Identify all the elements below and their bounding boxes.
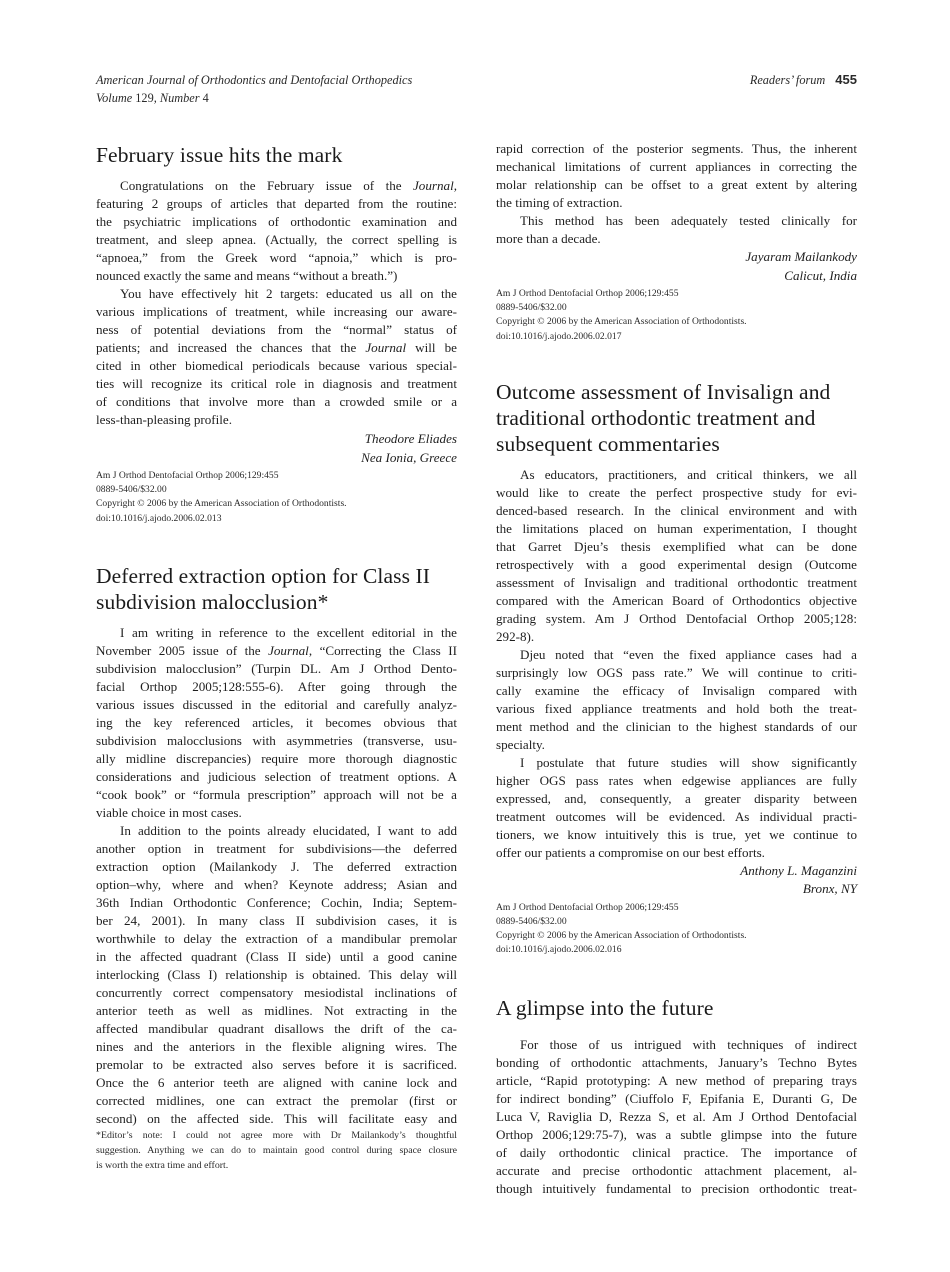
text-line: extraction option (Mailankody J. The deferred extraction (96, 858, 457, 874)
text-line: November 2005 issue of the Journal, “Correcting the Class II (96, 642, 457, 658)
text-line: “apnoea,” from the Greek word “apnoia,” which is pro- (96, 250, 457, 265)
text-line: cited in other biomedical periodicals because various special- (96, 358, 457, 373)
text-line: compared with the American Board of Orthodontics objective (496, 592, 857, 608)
text-line: bonding of orthodontic attachments, January’s Techno Bytes (496, 1054, 857, 1070)
citation-block (96, 469, 457, 526)
text-line: premolar to be extracted also serves before it is sacrificed. (96, 1056, 457, 1072)
citation-copyright: Copyright © 2006 by the American Association of Orthodontists. (96, 498, 347, 510)
text-line: option–why, where and when? Keynote address; Asian and (96, 876, 457, 892)
text-line: second) on the affected side. This will facilitate easy and (96, 1110, 457, 1126)
citation-block (496, 287, 857, 344)
text-line: You have effectively hit 2 targets: educated us all on the (120, 286, 457, 301)
text-line: the timing of extraction. (496, 195, 623, 210)
letter-title: Outcome assessment of Invisalign and traditional orthodontic treatment and subsequent commentaries (496, 379, 831, 456)
text-line: I postulate that future studies will show significantly (520, 754, 857, 770)
text-line: would like to create the perfect prospective study for evi- (496, 484, 857, 500)
text-line: In addition to the points already elucidated, I want to add (120, 822, 457, 838)
letter-invisalign-outcome (496, 379, 857, 958)
text-line: treatment, and sleep apnea. (Actually, the correct spelling is (96, 232, 457, 247)
citation-doi[interactable]: doi:10.1016/j.ajodo.2006.02.016 (496, 944, 622, 956)
text-line: cally examine the efficacy of Invisalign compared with (496, 682, 857, 698)
author-name: Theodore Eliades (364, 431, 457, 446)
letter-body-paragraph (96, 822, 457, 1128)
text-line: Luca V, Raviglia D, Rezza S, et al. Am J Orthod Dentofacial (496, 1108, 857, 1124)
citation-doi[interactable]: doi:10.1016/j.ajodo.2006.02.017 (496, 330, 622, 342)
text-line: of conditions that involve more than a crowded smile or a (96, 394, 457, 409)
text-line: offer our patients a compromise on our best efforts. (496, 844, 765, 860)
text-line: This method has been adequately tested clinically for (520, 213, 857, 228)
letter-body-paragraph (96, 177, 457, 285)
letter-body-paragraph (496, 212, 857, 248)
text-line: less-than-pleasing profile. (96, 412, 232, 427)
text-line: subdivision malocclusions with asymmetries (transverse, usu- (96, 732, 457, 748)
text-line: that Garret Djeu’s thesis exemplified what can be done (496, 538, 857, 554)
author-name: Anthony L. Maganzini (740, 862, 857, 878)
text-line: for indirect bonding” (Ciuffolo F, Epifania E, Duranti G, De (496, 1090, 857, 1106)
text-line: specialty. (496, 736, 545, 752)
letter-glimpse-future (496, 995, 857, 1198)
text-line: denced-based research. In the clinical environment and with (496, 502, 857, 518)
author-signature (496, 248, 857, 285)
letter-title: February issue hits the mark (96, 143, 343, 167)
letter-body-paragraph (496, 646, 857, 754)
text-line: another option in treatment for subdivisions—the deferred (96, 840, 457, 856)
text-line: article, “Rapid prototyping: A new method of preparing trays (496, 1072, 857, 1088)
journal-info (96, 71, 412, 107)
citation-ref: Am J Orthod Dentofacial Orthop 2006;129:455 (96, 470, 279, 481)
text-line: *Editor’s note: I could not agree more with Dr Mailankody’s thoughtful (96, 1130, 457, 1141)
volume-number: Volume 129, Number 4 (96, 91, 209, 105)
letter-body-paragraph (496, 754, 857, 862)
text-line: surprisingly low OGS pass rate.” We will continue to criti- (496, 664, 857, 680)
text-line: As educators, practitioners, and critical thinkers, we all (520, 466, 857, 482)
text-line: nines and the anteriors in the flexible aligning wires. The (96, 1038, 457, 1054)
left-column (96, 140, 457, 1128)
letter-body-paragraph (496, 466, 857, 646)
right-column (496, 140, 857, 1198)
author-location: Calicut, India (784, 267, 857, 283)
text-line: subdivision malocclusion” (Turpin DL. Am J Orthod Dento- (96, 660, 457, 676)
citation-copyright: Copyright © 2006 by the American Association of Orthodontists. (496, 316, 747, 328)
text-line: treatment outcomes will be evidenced. As individual practi- (496, 808, 857, 824)
text-line: featuring 2 groups of articles that departed from the routine: (96, 196, 457, 211)
letter-body-paragraph (96, 285, 457, 429)
letter-title: Deferred extraction option for Class II subdivision malocclusion* (96, 563, 431, 614)
text-line: For those of us intrigued with techniques of indirect (520, 1036, 857, 1052)
text-line: affected mandibular quadrant disallows the drift of the ca- (96, 1020, 457, 1036)
author-signature (496, 862, 857, 899)
letter-february-issue (96, 142, 457, 526)
text-line: ally midline discrepancies) require more thorough diagnostic (96, 750, 457, 766)
page-number: 455 (835, 72, 857, 87)
author-name: Jayaram Mailankody (745, 249, 857, 264)
text-line: expressed, and, consequently, a greater disparity between (496, 790, 857, 806)
citation-issn: 0889-5406/$32.00 (96, 484, 167, 496)
text-line: interlocking (Class I) relationship is obtained. This delay will (96, 966, 457, 982)
author-location: Bronx, NY (802, 881, 857, 897)
editor-footnote (96, 1128, 457, 1173)
text-line: various implications of treatment, while increasing our aware- (96, 304, 457, 319)
letter-title: A glimpse into the future (496, 995, 714, 1020)
text-line: tioners, we know intuitively this is true, yet we continue to (496, 826, 857, 842)
text-line: facial Orthop 2005;128:555-6). After going through the (96, 678, 457, 694)
text-line: Once the 6 anterior teeth are aligned with canine lock and (96, 1074, 457, 1090)
letter-body-paragraph (96, 624, 457, 822)
text-line: “cook book” or “formula prescription” approach will not be a (96, 786, 457, 802)
text-line: ment method and the clinician to the highest standards of our (496, 718, 857, 734)
text-line: anterior teeth as well as midlines. Not extracting in the (96, 1002, 457, 1018)
text-line: though intuitively fundamental to precision orthodontic treat- (496, 1180, 857, 1196)
text-line: considerations and judicious selection of treatment options. A (96, 768, 457, 784)
letter-deferred-extraction-continued (496, 140, 857, 344)
text-line: various fixed appliance treatments and hold both the treat- (496, 700, 857, 716)
text-line: ing the key referenced articles, it becomes obvious that (96, 714, 457, 730)
text-line: Djeu noted that “even the fixed appliance cases had a (520, 646, 857, 662)
text-line: corrected midlines, one can extract the premolar (first or (96, 1092, 457, 1108)
text-line: worthwhile to delay the extraction of a mandibular premolar (96, 930, 457, 946)
text-line: Orthop 2006;129:75-7), was a subtle glimpse into the future (496, 1126, 857, 1142)
text-line: ties will recognize its critical role in diagnosis and treatment (96, 376, 457, 391)
letter-body-paragraph (496, 1036, 857, 1198)
text-line: mechanical limitations of current appliances in correcting the (496, 159, 857, 174)
text-line: retrospectively with a good experimental design (Outcome (496, 556, 857, 572)
journal-title: American Journal of Orthodontics and Dentofacial Orthopedics (96, 73, 413, 87)
text-line: higher OGS pass rates when edgewise appliances are fully (496, 772, 857, 788)
citation-issn: 0889-5406/$32.00 (496, 302, 567, 314)
text-line: Congratulations on the February issue of the Journal, (120, 178, 457, 193)
text-line: ber 24, 2001). In many class II subdivision cases, it is (96, 912, 457, 928)
text-line: viable choice in most cases. (96, 804, 242, 820)
author-signature (96, 430, 457, 467)
text-line: is worth the extra time and effort. (96, 1160, 229, 1171)
author-location: Nea Ionia, Greece (361, 449, 457, 465)
citation-block (496, 901, 857, 958)
section-label (750, 71, 857, 89)
text-line: assessment of Invisalign and traditional orthodontic treatment (496, 574, 857, 590)
letter-deferred-extraction (96, 563, 457, 1128)
citation-copyright: Copyright © 2006 by the American Association of Orthodontists. (496, 930, 747, 942)
text-line: nounced exactly the same and means “without a breath.”) (96, 268, 398, 283)
text-line: more than a decade. (496, 231, 601, 246)
text-line: ness of potential deviations from the “normal” status of (96, 322, 457, 337)
text-line: molar relationship can be offset to a great extent by altering (496, 177, 857, 192)
text-line: suggestion. Anything we can do to maintain good control during space closure (96, 1145, 457, 1156)
text-line: accurate and precise orthodontic attachment placement, al- (496, 1162, 857, 1178)
text-line: 292-8). (496, 628, 535, 644)
text-line: rapid correction of the posterior segments. Thus, the inherent (496, 141, 857, 156)
citation-doi[interactable]: doi:10.1016/j.ajodo.2006.02.013 (96, 512, 222, 524)
text-line: various issues discussed in the editorial and carefully analyz- (96, 696, 457, 712)
letter-body-paragraph (496, 140, 857, 212)
citation-ref: Am J Orthod Dentofacial Orthop 2006;129:455 (496, 288, 679, 299)
text-line: of daily orthodontic clinical practice. The importance of (496, 1144, 857, 1160)
text-line: I am writing in reference to the excellent editorial in the (120, 624, 457, 640)
text-line: the psychiatric implications of orthodontic examination and (96, 214, 457, 229)
text-line: the limitations placed on human experimentation, I thought (496, 520, 857, 536)
text-line: 36th Indian Orthodontic Conference; Cochin, India; Septem- (96, 894, 457, 910)
text-line: concurrently correct compensatory mesiodistal inclinations of (96, 984, 457, 1000)
text-line: in the affected quadrant (Class II side) until a good canine (96, 948, 457, 964)
section-name: Readers’ forum (749, 73, 826, 87)
citation-ref: Am J Orthod Dentofacial Orthop 2006;129:455 (496, 901, 679, 913)
citation-issn: 0889-5406/$32.00 (496, 916, 567, 928)
text-line: patients; and increased the chances that the Journal will be (96, 340, 457, 355)
text-line: grading system. Am J Orthod Dentofacial Orthop 2005;128: (496, 610, 857, 626)
